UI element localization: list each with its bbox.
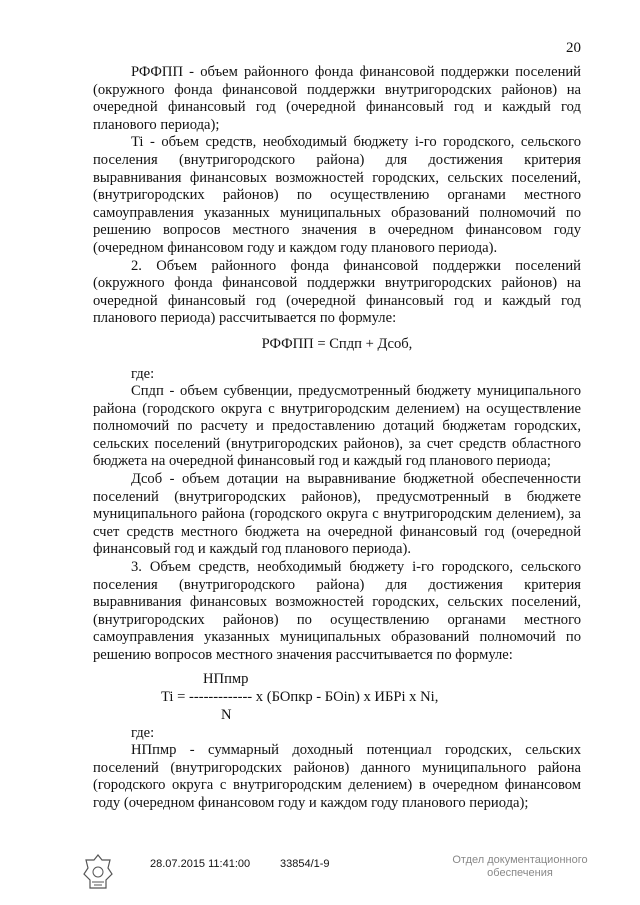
where-label-1: где: (131, 365, 155, 382)
where-label-2: где: (131, 724, 155, 741)
page-footer (80, 852, 600, 892)
paragraph-ti-def: Ti - объем средств, необходимый бюджету i-го городского, сельского поселения (внутригородского района) для достижения критерия выравнивания финансовых возможностей городских, сельских поселений, (внутригородских районов) по осуществлению органами местного самоуправления указанных муниципальных образований полномочий по решению вопросов местного значения в очередном финансовом году (очередном финансовом году и каждом году планового периода). (93, 134, 581, 256)
paragraph-rffpp-def: РФФПП - объем районного фонда финансовой поддержки поселений (окружного фонда финансовой поддержки внутригородских районов) на очередной финансовый год (очередной финансовый год и каждый год планового периода); (93, 64, 581, 133)
paragraph-nppmr-def: НПпмр - суммарный доходный потенциал городских, сельских поселений (внутригородских районов) данного муниципального района (городского округа с внутригородским делением) в очередном финансовом году (очередном финансовом году и каждом году планового периода); (93, 742, 581, 811)
paragraph-item-3: 3. Объем средств, необходимый бюджету i-го городского, сельского поселения (внутригородского района) для достижения критерия выравнивания финансовых возможностей городских, сельских поселений, (внутригородских районов) по осуществлению органами местного самоуправления указанных муниципальных образований полномочий по решению вопросов местного значения рассчитывается по формуле: (93, 559, 581, 663)
footer-department-stamp: Отдел документационного обеспечения (452, 854, 588, 879)
formula-rffpp: РФФПП = Спдп + Дсоб, (261, 335, 413, 352)
document-body (93, 64, 581, 813)
paragraph-item-2: 2. Объем районного фонда финансовой поддержки поселений (окружного фонда финансовой поддержки внутригородских районов) на очередной финансовый год (очередной финансовый год и каждый год планового периода) рассчитывается по формуле: (93, 257, 581, 327)
formula-ti-denominator: N (221, 706, 232, 723)
paragraph-spdp-def: Спдп - объем субвенции, предусмотренный бюджету муниципального района (городского округа с внутригородским делением) на осуществление полномочий по расчету и предоставлению дотаций бюджетам городских, сельских поселений (внутригородских районов), за счет средств областного бюджета на очередной финансовый год и каждый год планового периода; (93, 383, 581, 470)
footer-datetime: 28.07.2015 11:41:00 (150, 858, 251, 870)
footer-doc-number: 33854/1-9 (280, 858, 330, 870)
page-number: 20 (566, 40, 581, 56)
formula-ti-main: Ti = ------------- x (БОпкр - БОin) x ИБРi x Ni, (161, 688, 439, 705)
formula-ti (93, 669, 581, 725)
formula-ti-numerator: НПпмр (203, 670, 249, 687)
paragraph-dsob-def: Дсоб - объем дотации на выравнивание бюджетной обеспеченности поселений (внутригородских районов), предусмотренный в бюджете муниципального района (городского округа с внутригородским делением), за счет средств местного бюджета на очередной финансовый год (очередной финансовый год и каждый год планового периода). (93, 471, 581, 558)
coat-of-arms-icon (80, 852, 116, 892)
